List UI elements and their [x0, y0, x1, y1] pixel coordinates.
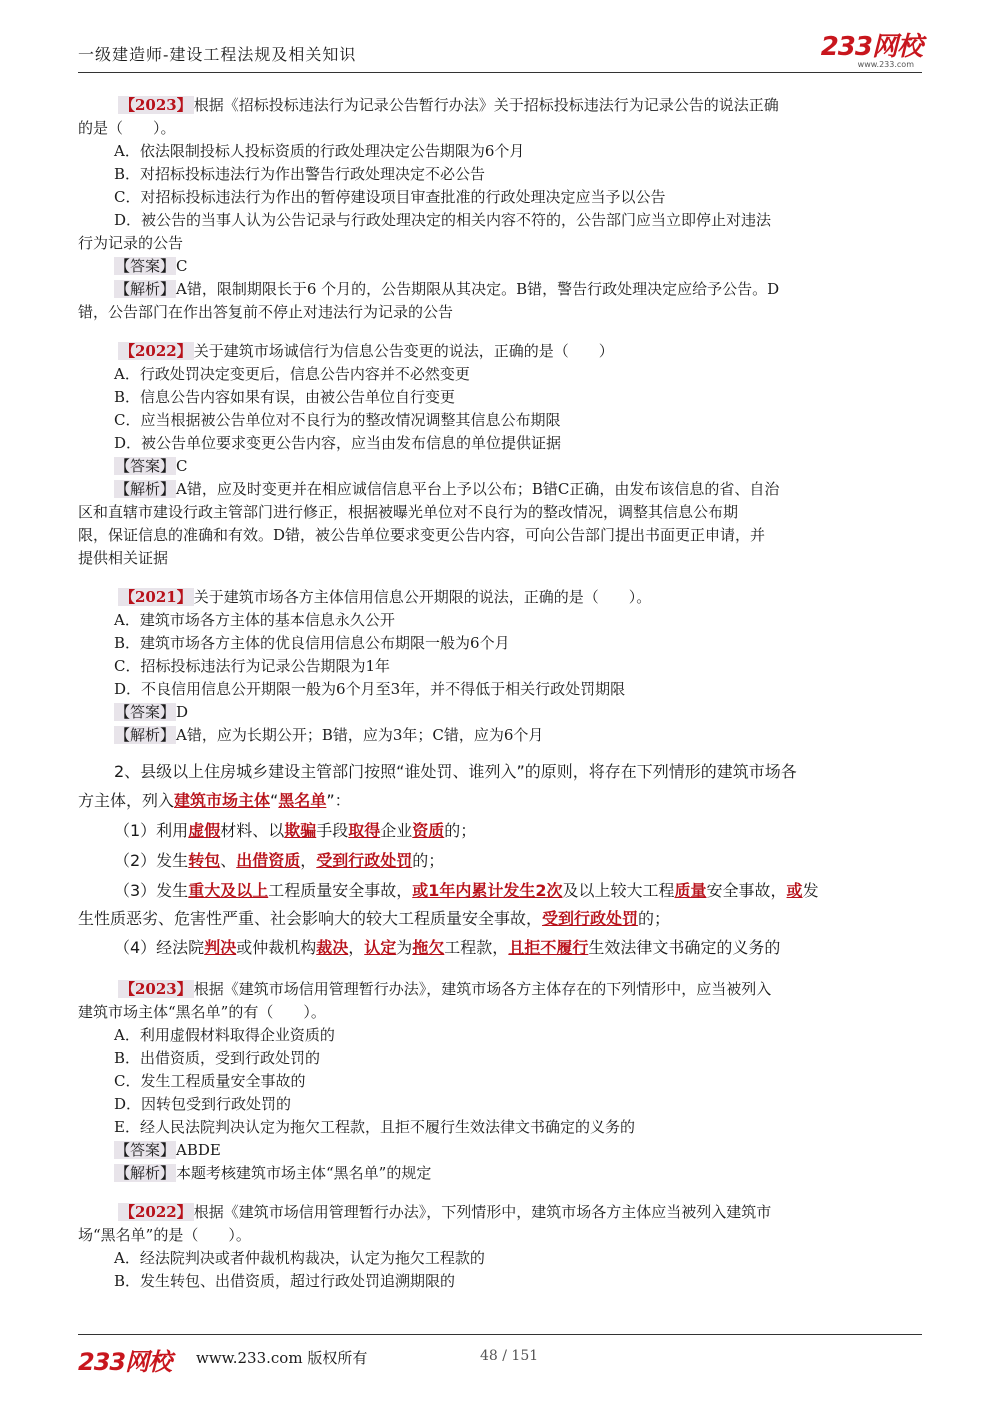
footer-divider — [78, 1334, 922, 1335]
document-title: 一级建造师-建设工程法规及相关知识 — [78, 45, 357, 64]
footer-logo: 233网校 — [78, 1348, 172, 1376]
year-tag: 【2022】 — [120, 342, 192, 360]
option-d: D．被公告的当事人认为公告记录与行政处理决定的相关内容不符的，公告部门应当立即停止对违法 — [114, 211, 772, 229]
question-stem: 【2022】 根据《建筑市场信用管理暂行办法》，下列情形中，建筑市场各方主体应当被列入建筑市 — [120, 1203, 772, 1221]
option-b: B．建筑市场各方主体的优良信用信息公布期限一般为6个月 — [114, 634, 510, 652]
answer: 【答案】D — [115, 703, 189, 721]
option-e: E．经人民法院判决认定为拖欠工程款，且拒不履行生效法律文书确定的义务的 — [114, 1118, 635, 1136]
section-intro-cont: 方主体，列入建筑市场主体“黑名单”： — [78, 791, 351, 810]
question-stem-cont: 场“黑名单”的是（ ）。 — [78, 1226, 251, 1244]
brand-logo — [821, 34, 922, 70]
question-stem: 【2022】 关于建筑市场诚信行为信息公告变更的说法，正确的是（ ） — [120, 342, 614, 360]
analysis-cont: 提供相关证据 — [78, 549, 169, 567]
option-b: B．出借资质，受到行政处罚的 — [114, 1049, 321, 1067]
list-item-3-cont: 生性质恶劣、危害性严重、社会影响大的较大工程质量安全事故，受到行政处罚的； — [78, 909, 671, 928]
year-tag: 【2023】 — [120, 980, 192, 998]
option-d-cont: 行为记录的公告 — [78, 234, 184, 252]
answer: 【答案】C — [115, 257, 188, 275]
logo-text: 233网校 — [820, 32, 922, 62]
page-footer — [78, 1342, 922, 1376]
analysis: 【解析】A错，应为长期公开；B错，应为3年；C错，应为6个月 — [115, 726, 544, 744]
logo-url: www.233.com — [857, 60, 914, 69]
option-d: D．被公告单位要求变更公告内容，应当由发布信息的单位提供证据 — [114, 434, 562, 452]
list-item-4: （4）经法院判决或仲裁机构裁决，认定为拖欠工程款，且拒不履行生效法律文书确定的义务的 — [114, 938, 781, 957]
option-c: C．发生工程质量安全事故的 — [114, 1072, 306, 1090]
option-a: A．利用虚假材料取得企业资质的 — [114, 1026, 335, 1044]
copyright-text: www.233.com 版权所有 — [196, 1349, 368, 1367]
header-divider — [78, 72, 922, 73]
list-item-1: （1）利用虚假材料、以欺骗手段取得企业资质的； — [114, 821, 477, 840]
question-stem-cont: 建筑市场主体“黑名单”的有（ ）。 — [78, 1003, 326, 1021]
option-a: A．建筑市场各方主体的基本信息永久公开 — [114, 611, 395, 629]
year-tag: 【2022】 — [120, 1203, 192, 1221]
question-stem: 【2023】 根据《建筑市场信用管理暂行办法》，建筑市场各方主体存在的下列情形中，应当被列入 — [120, 980, 772, 998]
list-item-2: （2）发生转包、出借资质，受到行政处罚的； — [114, 851, 445, 870]
year-tag: 【2023】 — [120, 96, 192, 114]
option-a: A．依法限制投标人投标资质的行政处理决定公告期限为6个月 — [114, 142, 525, 160]
option-b: B．信息公告内容如果有误，由被公告单位自行变更 — [114, 388, 456, 406]
question-stem-cont: 的是（ ）。 — [78, 119, 176, 137]
analysis-cont: 限，保证信息的准确和有效。D错，被公告单位要求变更公告内容，可向公告部门提出书面更正申请，并 — [78, 526, 766, 544]
section-intro: 2、县级以上住房城乡建设主管部门按照“谁处罚、谁列入”的原则，将存在下列情形的建筑市场各 — [114, 762, 797, 781]
option-a: A．经法院判决或者仲裁机构裁决，认定为拖欠工程款的 — [114, 1249, 485, 1267]
option-b: B．发生转包、出借资质，超过行政处罚追溯期限的 — [114, 1272, 456, 1290]
option-c: C．对招标投标违法行为作出的暂停建设项目审查批准的行政处理决定应当予以公告 — [114, 188, 666, 206]
page-number: 48 / 151 — [480, 1348, 539, 1364]
analysis-cont: 区和直辖市建设行政主管部门进行修正，根据被曝光单位对不良行为的整改情况，调整其信息公布期 — [78, 503, 739, 521]
analysis: 【解析】A错，应及时变更并在相应诚信信息平台上予以公布；B错C正确，由发布该信息的省、自治 — [115, 480, 780, 498]
page-header — [78, 34, 922, 74]
list-item-3: （3）发生重大及以上工程质量安全事故，或1年内累计发生2次及以上较大工程质量安全事故，或发 — [114, 881, 819, 900]
analysis-cont: 错，公告部门在作出答复前不停止对违法行为记录的公告 — [78, 303, 454, 321]
option-c: C．应当根据被公告单位对不良行为的整改情况调整其信息公布期限 — [114, 411, 561, 429]
option-c: C．招标投标违法行为记录公告期限为1年 — [114, 657, 391, 675]
option-a: A．行政处罚决定变更后，信息公告内容并不必然变更 — [114, 365, 470, 383]
answer: 【答案】ABDE — [115, 1141, 221, 1159]
question-stem: 【2023】 根据《招标投标违法行为记录公告暂行办法》关于招标投标违法行为记录公告的说法正确 — [120, 96, 779, 114]
option-b: B．对招标投标违法行为作出警告行政处理决定不必公告 — [114, 165, 486, 183]
analysis: 【解析】本题考核建筑市场主体“黑名单”的规定 — [115, 1164, 432, 1182]
answer: 【答案】C — [115, 457, 188, 475]
question-stem: 【2021】 关于建筑市场各方主体信用信息公开期限的说法，正确的是（ ）。 — [120, 588, 652, 606]
option-d: D．不良信用信息公开期限一般为6个月至3年，并不得低于相关行政处罚期限 — [114, 680, 626, 698]
analysis: 【解析】A错，限制期限长于6 个月的，公告期限从其决定。B错，警告行政处理决定应给予公告。D — [115, 280, 780, 298]
year-tag: 【2021】 — [120, 588, 192, 606]
option-d: D．因转包受到行政处罚的 — [114, 1095, 292, 1113]
